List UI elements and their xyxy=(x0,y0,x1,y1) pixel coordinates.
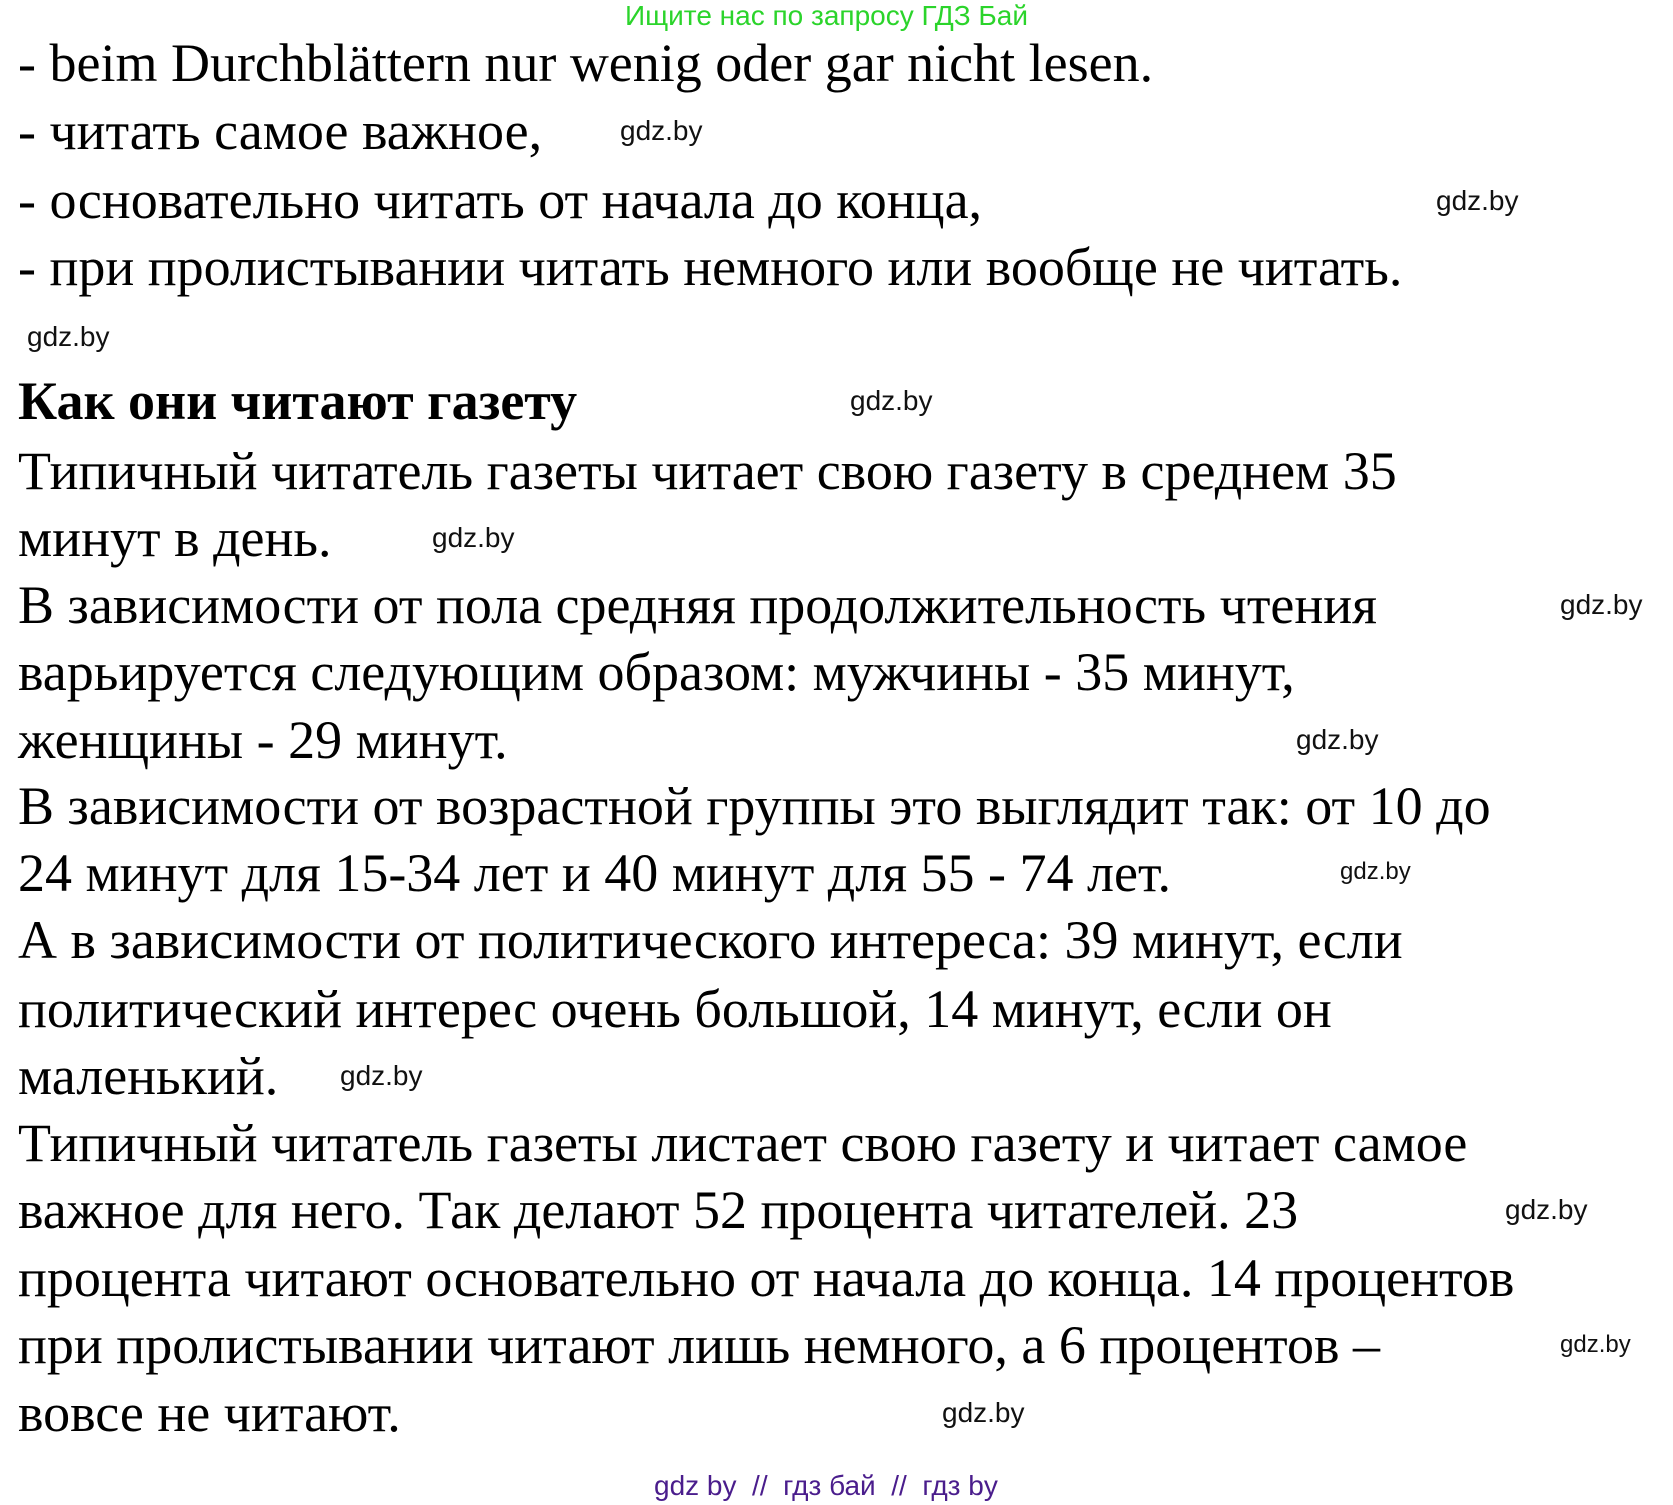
watermark: gdz.by xyxy=(27,321,110,352)
text-line: вовсе не читают. xyxy=(18,1383,401,1443)
text-line: минут в день. xyxy=(18,508,332,568)
watermark: gdz.by xyxy=(1505,1194,1588,1225)
text-line: Типичный читатель газеты читает свою газету в среднем 35 xyxy=(18,441,1397,501)
text-line: А в зависимости от политического интереса: 39 минут, если xyxy=(18,910,1403,970)
search-banner: Ищите нас по запросу ГДЗ Бай xyxy=(625,0,1029,31)
text-line: Типичный читатель газеты листает свою газету и читает самое xyxy=(18,1113,1468,1173)
text-line: варьируется следующим образом: мужчины - 35 минут, xyxy=(18,642,1295,702)
text-line: женщины - 29 минут. xyxy=(18,710,508,770)
text-line: 24 минут для 15-34 лет и 40 минут для 55 - 74 лет. xyxy=(18,843,1171,903)
text-line: В зависимости от возрастной группы это выглядит так: от 10 до xyxy=(18,776,1491,836)
text-line: - beim Durchblättern nur wenig oder gar nicht lesen. xyxy=(18,33,1154,93)
text-line: маленький. xyxy=(18,1046,279,1106)
text-line: при пролистывании читают лишь немного, а 6 процентов – xyxy=(18,1315,1380,1375)
text-line: - при пролистывании читать немного или вообще не читать. xyxy=(18,237,1403,297)
text-line: важное для него. Так делают 52 процента читателей. 23 xyxy=(18,1180,1299,1240)
section-heading: Как они читают газету xyxy=(18,371,578,431)
watermark: gdz.by xyxy=(340,1060,423,1091)
watermark: gdz.by xyxy=(1340,858,1411,885)
watermark: gdz.by xyxy=(1296,724,1379,755)
watermark: gdz.by xyxy=(850,385,933,416)
watermark: gdz.by xyxy=(620,115,703,146)
watermark: gdz.by xyxy=(432,522,515,553)
text-line: процента читают основательно от начала до конца. 14 процентов xyxy=(18,1248,1515,1308)
watermark: gdz.by xyxy=(1560,1331,1631,1358)
watermark: gdz.by xyxy=(1436,185,1519,216)
footer-links: gdz by // гдз бай // гдз by xyxy=(654,1470,998,1501)
text-line: - читать самое важное, xyxy=(18,101,543,161)
text-line: - основательно читать от начала до конца, xyxy=(18,170,983,230)
watermark: gdz.by xyxy=(1560,589,1643,620)
watermark: gdz.by xyxy=(942,1397,1025,1428)
text-line: политический интерес очень большой, 14 минут, если он xyxy=(18,979,1332,1039)
text-line: В зависимости от пола средняя продолжительность чтения xyxy=(18,575,1378,635)
